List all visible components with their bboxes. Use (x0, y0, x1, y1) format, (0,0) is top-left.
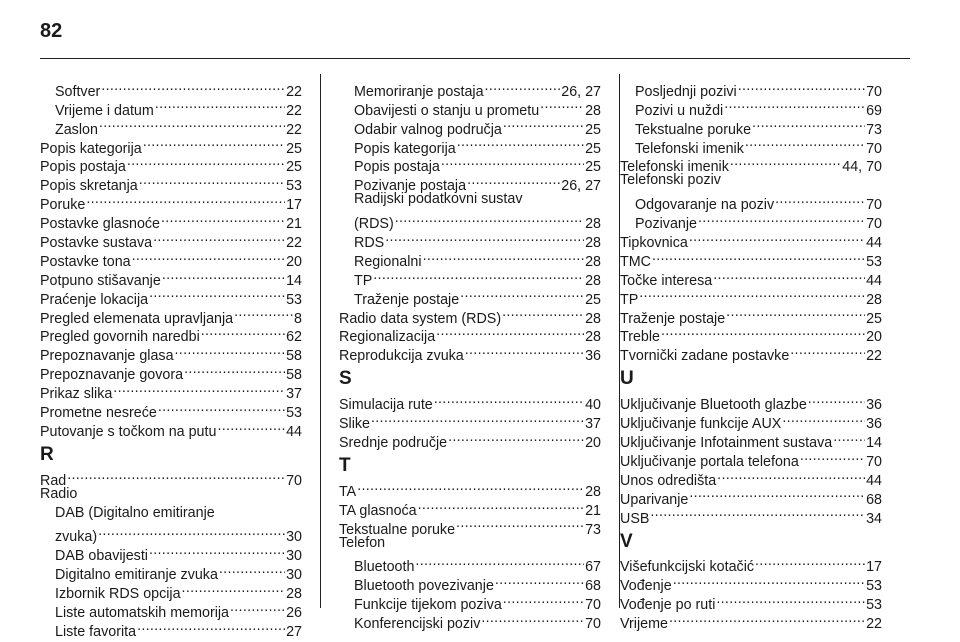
dot-leader (162, 266, 285, 285)
entry-term: zvuka) (55, 529, 98, 546)
entry-page: 70 (866, 197, 882, 214)
dot-leader (149, 541, 285, 560)
entry-page: 22 (866, 616, 882, 633)
entry-page: 21 (286, 216, 302, 233)
entry-page: 20 (866, 329, 882, 346)
entry-page: 70 (866, 83, 882, 100)
entry-term: Tipkovnica (620, 235, 688, 252)
page-number: 82 (40, 20, 63, 42)
dot-leader (418, 496, 584, 515)
entry-term: Digitalno emitiranje zvuka (55, 567, 218, 584)
entry-page: 28 (585, 102, 601, 119)
entry-page: 30 (286, 548, 302, 565)
entry-term: Vođenje po ruti (620, 597, 716, 614)
index-entry[interactable] (339, 390, 601, 414)
index-entry[interactable] (620, 285, 882, 308)
entry-term: Treble (620, 329, 660, 346)
index-heading: Telefonski poziv (620, 172, 721, 189)
entry-page: 44 (866, 235, 882, 252)
entry-term: TP (354, 272, 373, 289)
index-entry[interactable] (40, 523, 302, 546)
entry-term: Softver (55, 83, 101, 100)
dot-leader (98, 523, 285, 542)
entry-term: Tvornički zadane postavke (620, 348, 790, 365)
entry-term: Vođenje (620, 578, 672, 595)
entry-term: Izbornik RDS opcija (55, 586, 181, 603)
index-entry[interactable] (620, 190, 882, 214)
dot-leader (752, 115, 865, 134)
index-entry[interactable] (339, 553, 601, 576)
entry-page: 14 (866, 435, 882, 452)
entry-page: 17 (866, 559, 882, 576)
dot-leader (460, 285, 584, 304)
dot-leader (495, 571, 584, 590)
entry-page: 28 (585, 253, 601, 270)
dot-leader (149, 285, 285, 304)
entry-page: 22 (866, 348, 882, 365)
entry-term: Odabir valnog područja (354, 121, 502, 138)
entry-page: 26, 27 (561, 83, 601, 100)
dot-leader (730, 153, 841, 172)
dot-leader (782, 409, 865, 428)
entry-page: 28 (866, 291, 882, 308)
dot-leader (436, 323, 584, 342)
index-entry[interactable] (339, 285, 601, 308)
dot-leader (182, 579, 286, 598)
entry-page: 67 (585, 559, 601, 576)
dot-leader (395, 209, 584, 228)
index-entry[interactable] (620, 553, 882, 576)
dot-leader (201, 323, 285, 342)
entry-term: Bluetooth povezivanje (354, 578, 494, 595)
dot-leader (153, 228, 285, 247)
entry-page: 44, 70 (842, 159, 882, 176)
entry-page: 25 (286, 140, 302, 157)
dot-leader (717, 466, 865, 485)
dot-leader (415, 553, 584, 572)
entry-term: Uključivanje Bluetooth glazbe (620, 397, 807, 414)
entry-page: 21 (585, 502, 601, 519)
entry-term: Odgovaranje na poziv (635, 197, 775, 214)
dot-leader (423, 247, 585, 266)
dot-leader (155, 96, 285, 115)
entry-page: 68 (866, 491, 882, 508)
column-divider (320, 74, 321, 608)
entry-term: TMC (620, 253, 651, 270)
entry-page: 58 (286, 367, 302, 384)
index-entry[interactable] (339, 477, 601, 500)
dot-leader (184, 360, 285, 379)
entry-page: 26 (286, 605, 302, 622)
entry-page: 70 (585, 597, 601, 614)
section-letter: V (620, 530, 633, 552)
dot-leader (713, 266, 865, 285)
entry-term: Srednje područje (339, 435, 448, 452)
entry-term: Pozivi u nuždi (635, 102, 724, 119)
dot-leader (833, 428, 865, 447)
entry-page: 28 (585, 216, 601, 233)
entry-term: Tekstualne poruke (339, 521, 456, 538)
index-entry[interactable] (339, 77, 601, 100)
entry-term: Simulacija rute (339, 397, 433, 414)
dot-leader (434, 390, 584, 409)
entry-term: Unos odredišta (620, 472, 717, 489)
dot-leader (465, 341, 584, 360)
entry-term: Uparivanje (620, 491, 689, 508)
dot-leader (726, 304, 865, 323)
entry-term: Popis postaja (354, 159, 440, 176)
entry-page: 53 (866, 578, 882, 595)
entry-page: 20 (286, 253, 302, 270)
entry-page: 70 (866, 216, 882, 233)
entry-term: Regionalizacija (339, 329, 436, 346)
index-heading: Telefon (339, 534, 386, 551)
entry-term: Višefunkcijski kotačić (620, 559, 755, 576)
entry-page: 28 (585, 310, 601, 327)
entry-page: 62 (286, 329, 302, 346)
dot-leader (217, 417, 285, 436)
entry-page: 20 (585, 435, 601, 452)
entry-page: 26, 27 (561, 178, 601, 195)
entry-page: 53 (286, 291, 302, 308)
index-entry[interactable] (339, 496, 601, 519)
entry-term: Telefonski imenik (635, 140, 744, 157)
entry-page: 25 (585, 159, 601, 176)
dot-leader (800, 447, 865, 466)
entry-term: Posljednji pozivi (635, 83, 737, 100)
index-entry[interactable] (40, 466, 302, 489)
entry-term: Obavijesti o stanju u prometu (354, 102, 540, 119)
dot-leader (457, 134, 584, 153)
entry-page: 58 (286, 348, 302, 365)
dot-leader (502, 304, 584, 323)
dot-leader (639, 285, 865, 304)
index-entry[interactable] (620, 304, 882, 327)
entry-page: 37 (585, 416, 601, 433)
index-column-3 (620, 77, 882, 633)
entry-term: Postavke sustava (40, 235, 153, 252)
entry-term: Vrijeme (620, 616, 668, 633)
entry-term: Regionalni (354, 253, 422, 270)
index-heading: Radio (40, 485, 78, 502)
entry-page: 53 (286, 405, 302, 422)
entry-page: 25 (585, 140, 601, 157)
entry-term: Popis kategorija (40, 140, 142, 157)
dot-leader (137, 617, 285, 636)
dot-leader (652, 247, 865, 266)
entry-term: TA (339, 483, 357, 500)
dot-leader (371, 409, 584, 428)
entry-term: (RDS) (354, 216, 394, 233)
dot-leader (219, 560, 285, 579)
entry-term: Uključivanje funkcije AUX (620, 416, 782, 433)
dot-leader (689, 485, 865, 504)
dot-leader (101, 77, 285, 96)
entry-term: Liste favorita (55, 623, 137, 640)
entry-page: 25 (585, 291, 601, 308)
section-letter: R (40, 443, 54, 465)
entry-page: 28 (585, 483, 601, 500)
dot-leader (808, 390, 865, 409)
dot-leader (99, 115, 285, 134)
dot-leader (716, 590, 865, 609)
entry-page: 36 (866, 416, 882, 433)
dot-leader (143, 134, 285, 153)
entry-page: 70 (286, 472, 302, 489)
entry-term: Konferencijski poziv (354, 616, 481, 633)
entry-term: Popis kategorija (354, 140, 456, 157)
index-subheading: DAB (Digitalno emitiranje (55, 504, 215, 521)
entry-term: Prikaz slika (40, 386, 113, 403)
dot-leader (503, 590, 584, 609)
entry-term: Telefonski imenik (620, 159, 729, 176)
entry-term: Prepoznavanje glasa (40, 348, 174, 365)
entry-page: 17 (286, 197, 302, 214)
dot-leader (357, 477, 584, 496)
dot-leader (161, 209, 285, 228)
entry-term: DAB obavijesti (55, 548, 148, 565)
dot-leader (385, 228, 584, 247)
dot-leader (113, 379, 285, 398)
entry-term: Pregled govornih naredbi (40, 329, 200, 346)
entry-term: Zaslon (55, 121, 98, 138)
entry-term: Prepoznavanje govora (40, 367, 184, 384)
dot-leader (650, 504, 865, 523)
index-entry[interactable] (339, 428, 601, 452)
entry-term: Bluetooth (354, 559, 415, 576)
index-column-1 (40, 77, 302, 640)
index-entry[interactable] (339, 409, 601, 433)
entry-term: Vrijeme i datum (55, 102, 154, 119)
entry-page: 25 (585, 121, 601, 138)
entry-term: Putovanje s točkom na putu (40, 423, 217, 440)
index-entry[interactable] (339, 209, 601, 233)
index-entry[interactable] (620, 77, 882, 100)
entry-term: Prometne nesreće (40, 405, 157, 422)
index-entry[interactable] (40, 77, 302, 100)
entry-term: Radio data system (RDS) (339, 310, 502, 327)
dot-leader (790, 341, 865, 360)
entry-page: 25 (866, 310, 882, 327)
dot-leader (373, 266, 584, 285)
entry-page: 22 (286, 235, 302, 252)
entry-term: Traženje postaje (620, 310, 726, 327)
dot-leader (456, 515, 584, 534)
dot-leader (669, 609, 865, 628)
entry-term: Rad (40, 472, 67, 489)
entry-page: 70 (866, 453, 882, 470)
dot-leader (132, 247, 285, 266)
dot-leader (485, 77, 561, 96)
dot-leader (67, 466, 285, 485)
entry-page: 73 (866, 121, 882, 138)
entry-term: Funkcije tijekom poziva (354, 597, 502, 614)
entry-term: USB (620, 510, 650, 527)
entry-page: 14 (286, 272, 302, 289)
entry-page: 36 (585, 348, 601, 365)
dot-leader (467, 171, 560, 190)
entry-term: Postavke glasnoće (40, 216, 161, 233)
entry-page: 30 (286, 567, 302, 584)
entry-page: 22 (286, 83, 302, 100)
dot-leader (448, 428, 584, 447)
index-entry[interactable] (620, 390, 882, 414)
entry-page: 28 (585, 329, 601, 346)
entry-term: TP (620, 291, 639, 308)
entry-term: Pozivanje (635, 216, 697, 233)
index-entry[interactable] (339, 266, 601, 289)
entry-page: 30 (286, 529, 302, 546)
entry-term: Memoriranje postaja (354, 83, 484, 100)
index-subheading: Radijski podatkovni sustav (354, 191, 523, 208)
entry-page: 44 (866, 472, 882, 489)
entry-page: 40 (585, 397, 601, 414)
dot-leader (540, 96, 584, 115)
entry-page: 22 (286, 121, 302, 138)
entry-term: Traženje postaje (354, 291, 460, 308)
entry-term: Pregled elemenata upravljanja (40, 310, 234, 327)
entry-term: Točke interesa (620, 272, 713, 289)
entry-page: 8 (294, 310, 302, 327)
entry-page: 69 (866, 102, 882, 119)
entry-term: RDS (354, 235, 385, 252)
entry-page: 34 (866, 510, 882, 527)
section-letter: T (339, 455, 351, 477)
entry-page: 70 (866, 140, 882, 157)
index-entry[interactable] (620, 266, 882, 289)
entry-page: 53 (866, 253, 882, 270)
entry-page: 27 (286, 623, 302, 640)
entry-term: Popis skretanja (40, 178, 138, 195)
entry-page: 44 (866, 272, 882, 289)
section-letter: S (339, 368, 352, 390)
entry-page: 37 (286, 386, 302, 403)
entry-term: Uključivanje portala telefona (620, 453, 799, 470)
entry-page: 28 (585, 272, 601, 289)
entry-term: Potpuno stišavanje (40, 272, 161, 289)
entry-term: Pozivanje postaja (354, 178, 467, 195)
index-entry[interactable] (620, 247, 882, 270)
entry-page: 68 (585, 578, 601, 595)
dot-leader (661, 323, 865, 342)
entry-page: 28 (286, 586, 302, 603)
entry-term: Reprodukcija zvuka (339, 348, 464, 365)
dot-leader (481, 609, 584, 628)
entry-page: 22 (286, 102, 302, 119)
index-column-2 (339, 77, 601, 633)
dot-leader (755, 553, 865, 572)
dot-leader (234, 304, 293, 323)
section-letter: U (620, 368, 634, 390)
dot-leader (698, 209, 865, 228)
header-rule (40, 58, 910, 59)
entry-term: Tekstualne poruke (635, 121, 752, 138)
index-entry[interactable] (620, 504, 882, 527)
entry-term: Praćenje lokacija (40, 291, 149, 308)
entry-term: TA glasnoća (339, 502, 417, 519)
entry-page: 25 (286, 159, 302, 176)
dot-leader (724, 96, 865, 115)
dot-leader (503, 115, 584, 134)
entry-term: Liste automatskih memorija (55, 605, 230, 622)
entry-page: 70 (585, 616, 601, 633)
dot-leader (139, 171, 285, 190)
entry-term: Poruke (40, 197, 86, 214)
dot-leader (441, 153, 584, 172)
dot-leader (175, 341, 286, 360)
dot-leader (745, 134, 865, 153)
dot-leader (738, 77, 865, 96)
dot-leader (158, 398, 285, 417)
dot-leader (775, 190, 865, 209)
entry-page: 53 (286, 178, 302, 195)
dot-leader (673, 571, 865, 590)
entry-term: Postavke tona (40, 253, 131, 270)
entry-page: 53 (866, 597, 882, 614)
entry-page: 73 (585, 521, 601, 538)
dot-leader (127, 153, 285, 172)
entry-page: 36 (866, 397, 882, 414)
dot-leader (689, 228, 865, 247)
dot-leader (86, 190, 285, 209)
entry-page: 44 (286, 423, 302, 440)
entry-term: Slike (339, 416, 370, 433)
dot-leader (230, 598, 285, 617)
entry-page: 28 (585, 235, 601, 252)
entry-term: Popis postaja (40, 159, 126, 176)
entry-term: Uključivanje Infotainment sustava (620, 435, 833, 452)
